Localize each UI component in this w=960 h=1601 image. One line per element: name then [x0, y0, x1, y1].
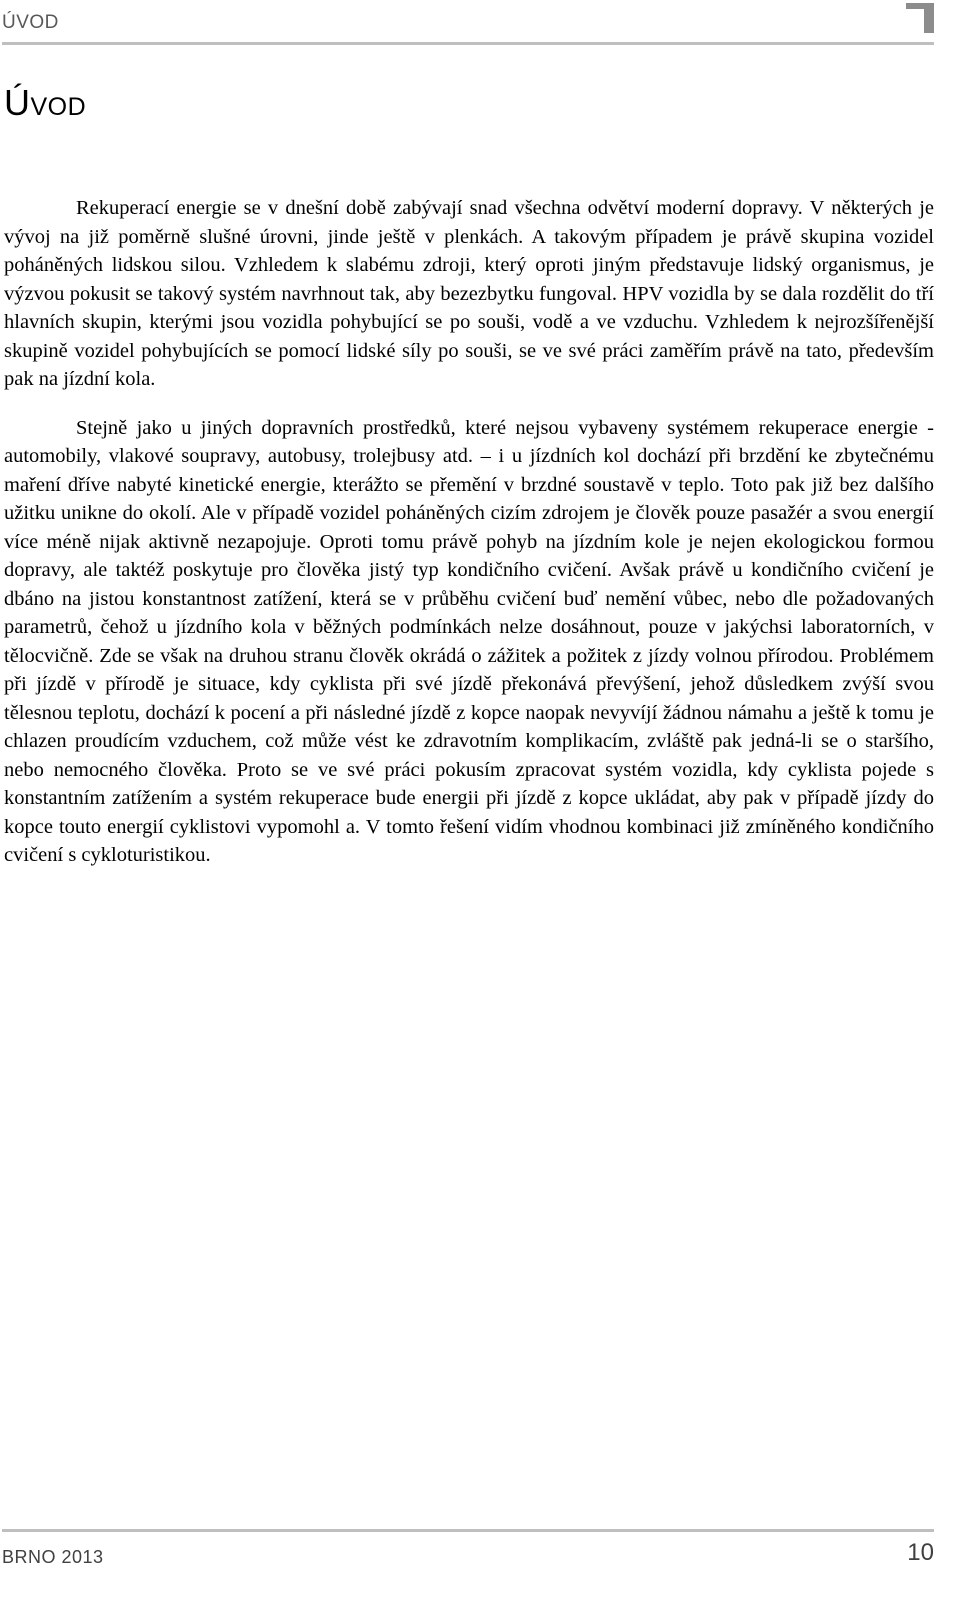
running-header: ÚVOD	[2, 12, 59, 33]
body-text	[4, 194, 934, 890]
footer-place-year: BRNO 2013	[2, 1547, 104, 1567]
chapter-title: Úvod	[4, 82, 87, 123]
footer-rule	[2, 1529, 934, 1532]
header-rule	[2, 42, 934, 45]
page-number: 10	[907, 1539, 934, 1566]
page-corner-mark	[906, 3, 934, 33]
paragraph: Stejně jako u jiných dopravních prostředků, které nejsou vybaveny systémem rekuperace energie - automobily, vlakové soupravy, autobusy, trolejbusy atd. – i u jízdních kol dochází při brzdění ke zbytečnému maření dříve nabyté kinetické energie, kterážto se přemění v brzdné soustavě v teplo. Toto pak již bez dalšího užitku unikne do okolí. Ale v případě vozidel poháněných cizím zdrojem je člověk pouze pasažér a svou energií více méně nijak aktivně nezapojuje. Oproti tomu právě pohyb na jízdním kole je nejen ekologickou formou dopravy, ale taktéž poskytuje pro člověka jistý typ kondičního cvičení. Avšak právě u kondičního cvičení je dbáno na jistou konstantnost zatížení, která se v průběhu cvičení buď nemění vůbec, nebo dle požadovaných parametrů, čehož u jízdního kola v běžných podmínkách nelze dosáhnout, pouze v jakýchsi laboratorních, v tělocvičně. Zde se však na druhou stranu člověk okrádá o zážitek a požitek z jízdy volnou přírodou. Problémem při jízdě v přírodě je situace, kdy cyklista při své jízdě překonává převýšení, jehož důsledkem zvýší svou tělesnou teplotu, dochází k pocení a při následné jízdě z kopce naopak nevyvíjí žádnou námahu a ještě k tomu je chlazen proudícím vzduchem, což může vést ke zdravotním komplikacím, zvláště pak jedná-li se o staršího, nebo nemocného člověka. Proto se ve své práci pokusím zpracovat systém vozidla, kdy cyklista pojede s konstantním zatížením a systém rekuperace bude energii při jízdě z kopce ukládat, aby pak v případě jízdy do kopce touto energií cyklistovi vypomohl a. V tomto řešení vidím vhodnou kombinaci již zmíněného kondičního cvičení s cykloturistikou.	[4, 416, 934, 866]
paragraph: Rekuperací energie se v dnešní době zabývají snad všechna odvětví moderní dopravy. V některých je vývoj na již poměrně slušné úrovni, jinde ještě v plenkách. A takovým případem je právě skupina vozidel poháněných lidskou silou. Vzhledem k slabému zdroji, který oproti jiným představuje lidský organismus, je výzvou pokusit se takový systém navrhnout tak, aby bezezbytku fungoval. HPV vozidla by se dala rozdělit do tří hlavních skupin, kterými jsou vozidla pohybující se po souši, vodě a ve vzduchu. Vzhledem k nejrozšířenější skupině vozidel pohybujících se pomocí lidské síly po souši, se ve své práci zaměřím právě na tato, především pak na jízdní kola.	[4, 197, 934, 390]
